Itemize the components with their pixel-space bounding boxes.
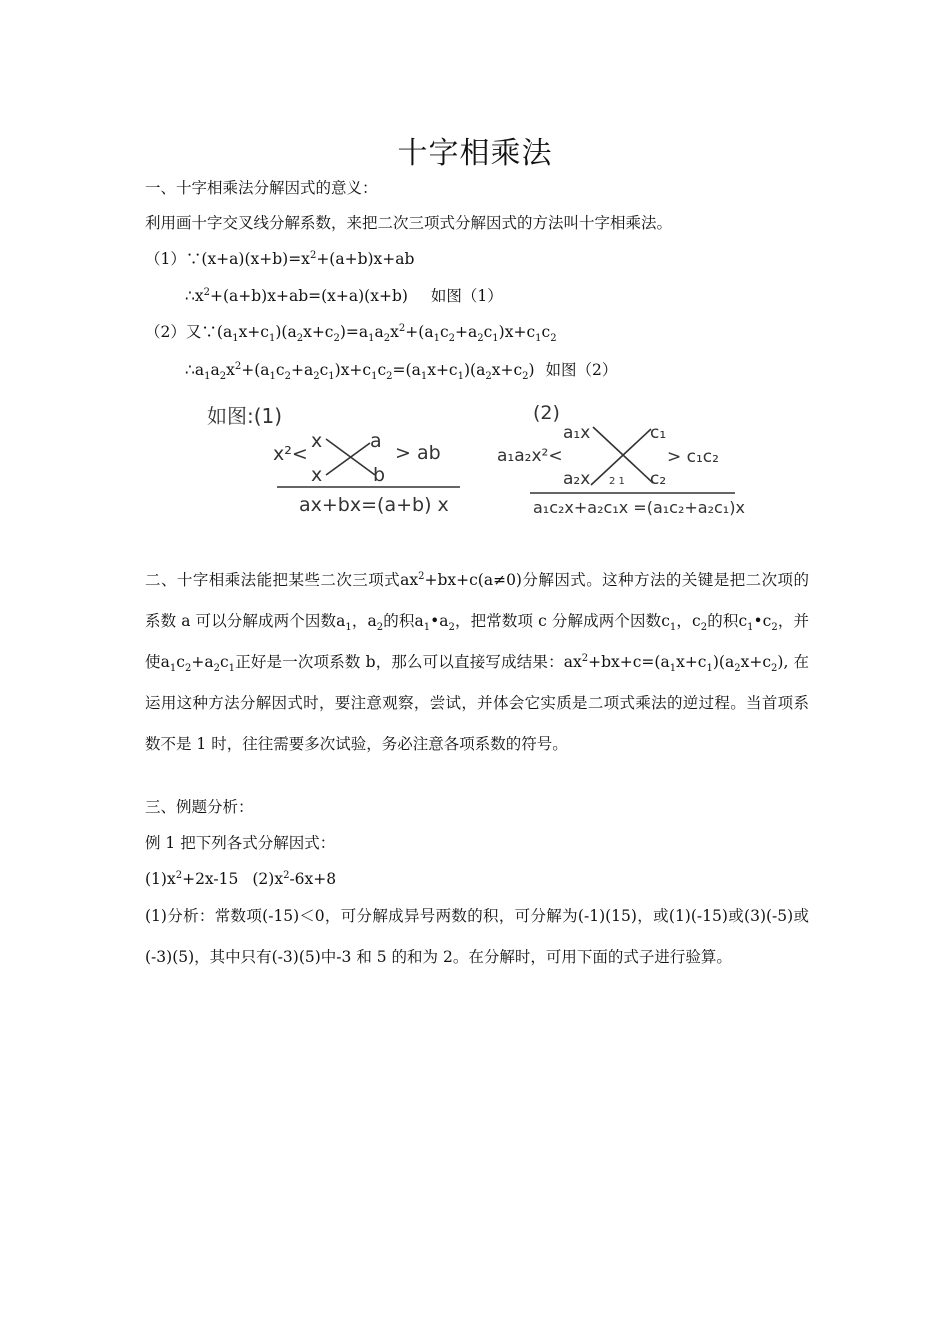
item1-line [145,249,414,269]
item1b-line [185,286,503,306]
figure1-cross-line [326,443,370,475]
therefore-symbol: ∴ [185,361,195,379]
figure1-top-left: x [311,430,323,452]
figure2-bottom: a₁c₂x+a₂c₁x =(a₁c₂+a₂c₁)x [533,498,745,517]
figure1-left: x²< [273,443,308,465]
item1b-rest: +(a+b)x+ab=(x+a)(x+b) [210,287,408,305]
example1-problems: $(1)x^2+2x-15$ $(2)x^2-6x+8$ [145,869,337,888]
item1-rest: +(a+b)x+ab [316,250,415,268]
figure2-ref: 如图（2） [545,361,618,379]
figure2-small-label: 2 1 [609,476,625,487]
section2-heading: 二、十字相乘法能把某些二次三项式 [145,571,401,589]
definition: 利用画十字交叉线分解系数，来把二次三项式分解因式的方法叫十字相乘法。 [145,214,673,232]
superscript-2: 2 [203,286,210,298]
figure2-label: (2) [533,402,560,424]
figure1-label: 如图:(1) [207,404,283,428]
therefore-symbol: ∴ [185,287,195,305]
item1-number: （1） [145,250,186,268]
figure2-bottom-left: a₂x [563,469,591,489]
superscript-2: 2 [309,249,317,261]
analysis-paragraph: (1)分析：常数项(-15)＜0，可分解成异号两数的积，可分解为(-1)(15)，或(1)(-15)或(3)(-5)或(-3)(5)，其中只有(-3)(5)中-3 和 5 的和为 2。在分解时，可用下面的式子进行验算。 [145,907,809,966]
item2-line: （2）又$\because(a_1x+c_1)(a_2x+c_2)=a_1a_2x^2+(a_1c_2+a_2c_1)x+c_1c_2$ [145,322,557,345]
figure2-top-left: a₁x [563,423,591,443]
figure1-bottom-left: x [311,464,323,486]
figure2-right: > c₁c₂ [667,447,719,467]
item1b-x: x [194,287,204,305]
figure2-left: a₁a₂x²< [497,446,563,466]
section1-heading: 一、十字相乘法分解因式的意义： [145,179,378,197]
item1-lhs: (x+a)(x+b)=x [201,250,310,268]
because-symbol: ∵ [185,250,202,268]
figure1-bottom: ax+bx=(a+b) x [299,494,449,516]
figure1-bottom-right: b [373,464,386,486]
figure1-ref: 如图（1） [430,287,503,305]
cross-multiplication-figure [195,395,765,530]
figure2-top-right: c₁ [650,423,667,443]
item2b-line: $\therefore a_1a_2x^2+(a_1c_2+a_2c_1)x+c_1c_2=(a_1x+c_1)(a_2x+c_2)$ 如图（2） [185,360,618,383]
item2-prefix: 又∵ [185,323,217,341]
item2-number: （2） [145,323,186,341]
figure2-bottom-right: c₂ [650,469,667,489]
page-title: 十字相乘法 [397,136,553,171]
figure1-right: > ab [395,442,441,464]
figure1-top-right: a [370,430,382,452]
section2-paragraph: 二、十字相乘法能把某些二次三项式$ax^2+bx+c(a\ne 0)$分解因式。这种方法的关键是把二次项的系数 a 可以分解成两个因数$a_1$，$a_2$的积$a_1•a_2$，把常数项 c 分解成两个因数$c_1$，$c_2$的积$c_1•c_2$，并使$a_1c_2+a_2c_1$正好是一次项系数 b，那么可以直接写成结果：$ax^2+bx+c=(a_1x+c_1)(a_2x+c_2)$, 在运用这种方法分解因式时，要注意观察，尝试，并体会它实质是二项式乘法的逆过程。当首项系数不是 1 时，往往需要多次试验，务必注意各项系数的符号。 [145,570,809,753]
example1-title: 例 1 把下列各式分解因式： [145,834,336,852]
section3-heading: 三、例题分析： [145,798,254,816]
